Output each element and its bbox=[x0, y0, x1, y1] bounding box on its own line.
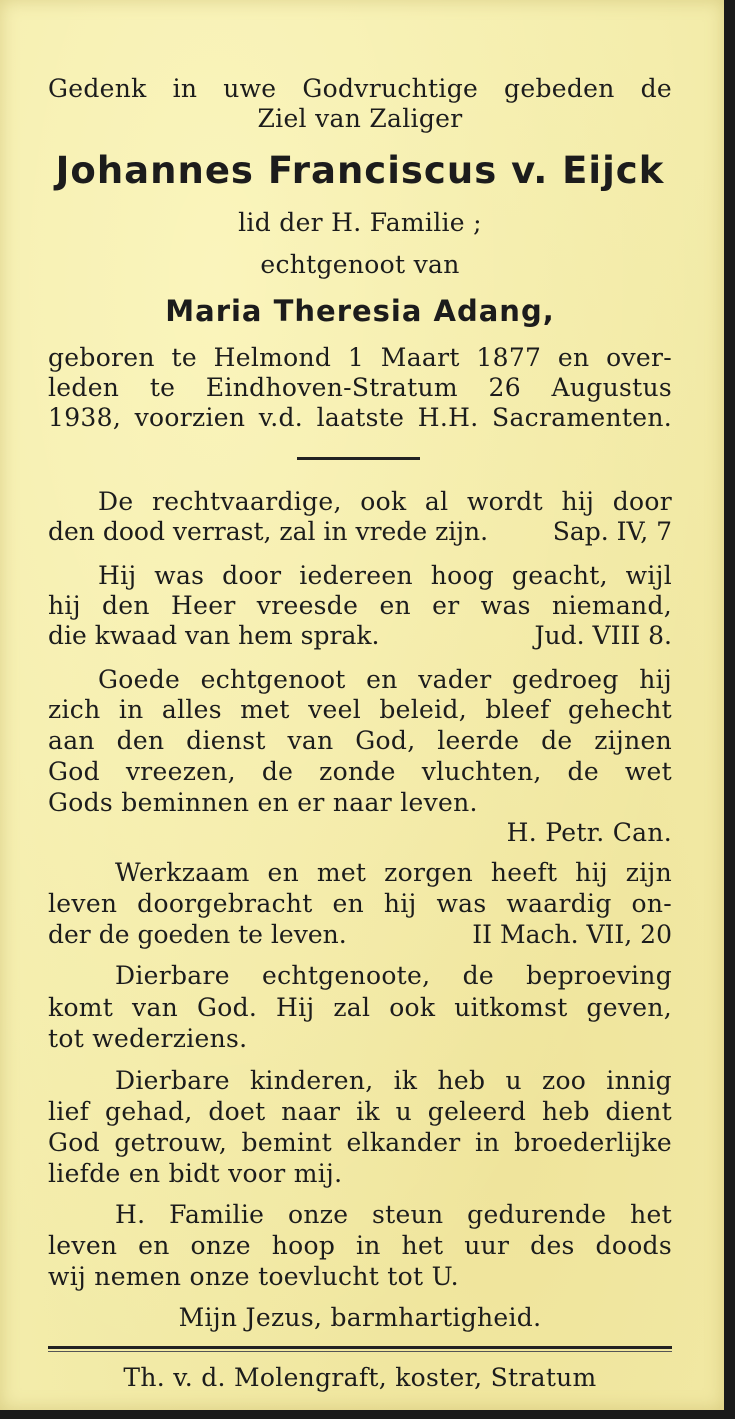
verse-text: der de goeden te leven. bbox=[48, 920, 347, 949]
verse-text: tot wederziens. bbox=[48, 1024, 248, 1053]
verse-text: die kwaad van hem sprak. bbox=[48, 621, 380, 650]
verse-text: Gods beminnen en er naar leven. bbox=[48, 788, 478, 817]
divider bbox=[48, 1351, 672, 1352]
verse-line: Hij was door iedereen hoog geacht, wijl bbox=[98, 561, 672, 590]
verse-line: Goede echtgenoot en vader gedroeg hij bbox=[98, 665, 672, 694]
spouse-name: Maria Theresia Adang, bbox=[165, 294, 555, 328]
scripture-reference: Sap. IV, 7 bbox=[552, 517, 672, 546]
membership-line: lid der H. Familie ; bbox=[238, 208, 482, 237]
verse-line: De rechtvaardige, ook al wordt hij door bbox=[98, 487, 672, 516]
verse-line: aan den dienst van God, leerde de zijnen bbox=[48, 726, 672, 755]
verse-line: zich in alles met veel beleid, bleef gehecht bbox=[48, 695, 672, 724]
bio-line: leden te Eindhoven-Stratum 26 Augustus bbox=[48, 373, 672, 402]
bio-line: geboren te Helmond 1 Maart 1877 en over- bbox=[48, 343, 672, 372]
verse-line: leven en onze hoop in het uur des doods bbox=[48, 1231, 672, 1260]
verse-line: Werkzaam en met zorgen heeft hij zijn bbox=[115, 858, 672, 887]
verse-line: hij den Heer vreesde en er was niemand, bbox=[48, 591, 672, 620]
deceased-name: Johannes Franciscus v. Eijck bbox=[55, 149, 665, 192]
divider bbox=[48, 1346, 672, 1349]
scripture-reference: Jud. VIII 8. bbox=[534, 621, 672, 650]
printer-credit: Th. v. d. Molengraft, koster, Stratum bbox=[123, 1363, 597, 1392]
verse-text: wij nemen onze toevlucht tot U. bbox=[48, 1262, 459, 1291]
intro-line: Gedenk in uwe Godvruchtige gebeden de bbox=[48, 74, 672, 103]
intro-line: Ziel van Zaliger bbox=[257, 104, 463, 133]
scripture-reference: II Mach. VII, 20 bbox=[472, 920, 672, 949]
verse-last-line bbox=[48, 517, 672, 547]
verse-text: den dood verrast, zal in vrede zijn. bbox=[48, 517, 489, 546]
verse-text: liefde en bidt voor mij. bbox=[48, 1159, 343, 1188]
verse-line: komt van God. Hij zal ook uitkomst geven, bbox=[48, 993, 672, 1022]
verse-line: Dierbare echtgenoote, de beproeving bbox=[115, 961, 672, 990]
verse-last-line bbox=[48, 621, 672, 651]
spouse-intro: echtgenoot van bbox=[260, 250, 460, 279]
verse-line: H. Familie onze steun gedurende het bbox=[115, 1200, 672, 1229]
verse-line: God vreezen, de zonde vluchten, de wet bbox=[48, 757, 672, 786]
bio-line: 1938, voorzien v.d. laatste H.H. Sacramenten. bbox=[48, 403, 672, 432]
scripture-reference: H. Petr. Can. bbox=[506, 818, 672, 847]
verse-last-line bbox=[48, 920, 672, 950]
verse-line: Dierbare kinderen, ik heb u zoo innig bbox=[115, 1066, 672, 1095]
divider bbox=[297, 457, 420, 460]
verse-line: leven doorgebracht en hij was waardig on- bbox=[48, 889, 672, 918]
verse-line: lief gehad, doet naar ik u geleerd heb dient bbox=[48, 1097, 672, 1126]
closing-prayer: Mijn Jezus, barmhartigheid. bbox=[178, 1303, 542, 1332]
verse-line: God getrouw, bemint elkander in broederlijke bbox=[48, 1128, 672, 1157]
